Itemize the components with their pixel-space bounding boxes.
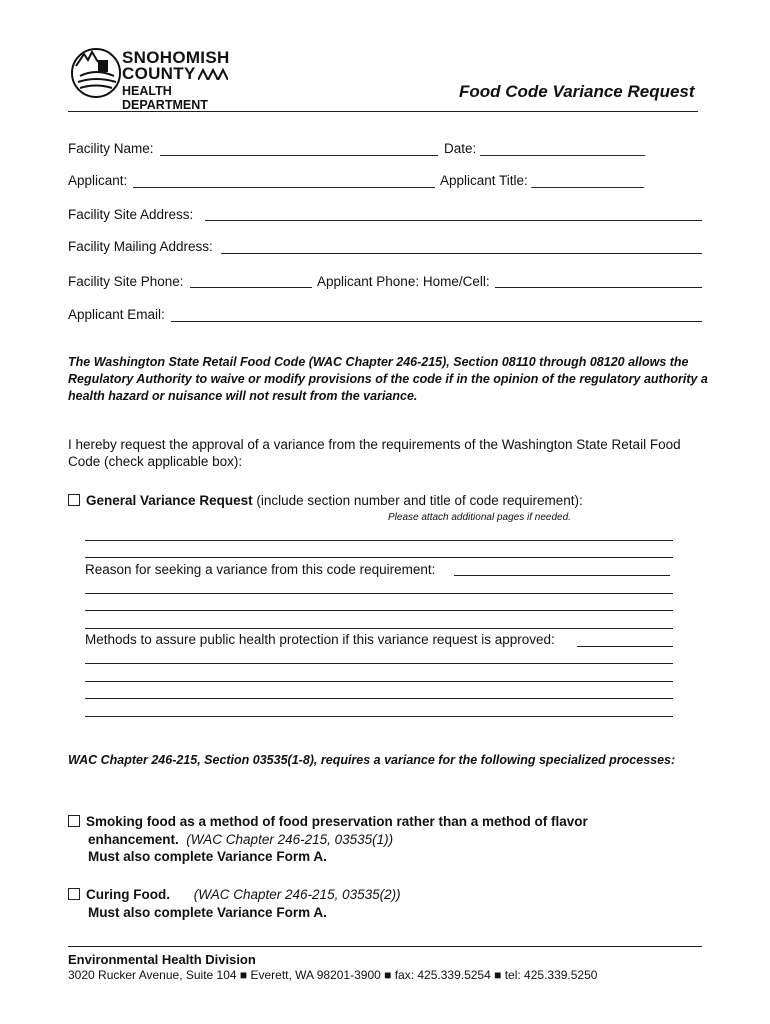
general-line-2[interactable] [85, 557, 673, 558]
reason-line-3[interactable] [85, 628, 673, 629]
applicant-phone-field[interactable] [495, 287, 702, 288]
logo-line3: HEALTH DEPARTMENT [122, 84, 208, 112]
facility-name-field[interactable] [160, 155, 438, 156]
applicant-field[interactable] [133, 187, 435, 188]
general-line-1[interactable] [85, 540, 673, 541]
methods-field[interactable] [577, 646, 673, 647]
curing-checkbox[interactable] [68, 888, 80, 900]
attach-note: Please attach additional pages if needed. [388, 512, 571, 523]
applicant-label: Applicant: [68, 173, 128, 188]
specialized-heading: WAC Chapter 246-215, Section 03535(1-8), requires a variance for the following specialized processes: [68, 753, 676, 767]
general-variance-checkbox[interactable] [68, 494, 80, 506]
footer-address: 3020 Rucker Avenue, Suite 104 ■ Everett, WA 98201-3900 ■ fax: 425.339.5254 ■ tel: 425.339.5250 [68, 968, 598, 982]
methods-line-3[interactable] [85, 698, 673, 699]
site-phone-field[interactable] [190, 287, 312, 288]
regulation-notice: The Washington State Retail Food Code (WAC Chapter 246-215), Section 08110 through 08120 allows the Regulatory Authority to waive or modify provisions of the code if in the opinion of the regulatory authority a health hazard or nuisance will not result from the variance. [68, 355, 708, 403]
facility-name-label: Facility Name: [68, 141, 154, 156]
general-variance-detail: (include section number and title of code requirement): [256, 493, 583, 508]
footer-rule [68, 946, 702, 947]
title-rule [68, 111, 698, 112]
smoking-option[interactable] [68, 814, 588, 829]
mountains-icon [198, 68, 228, 80]
logo-line2: COUNTY [122, 64, 196, 83]
applicant-title-label: Applicant Title: _______________ [440, 173, 645, 188]
applicant-email-field[interactable] [171, 321, 702, 322]
smoking-checkbox[interactable] [68, 815, 80, 827]
methods-label: Methods to assure public health protection if this variance request is approved: [85, 632, 555, 647]
curing-form-note: Must also complete Variance Form A. [88, 905, 327, 920]
site-address-label: Facility Site Address: [68, 207, 194, 222]
logo-line1: SNOHOMISH [122, 48, 230, 67]
curing-title: Curing Food. [86, 887, 170, 902]
date-label: Date: ______________________ [444, 141, 646, 156]
applicant-email-label: Applicant Email: [68, 307, 165, 322]
reason-line-1[interactable] [85, 593, 673, 594]
reason-field[interactable] [454, 575, 670, 576]
reason-line-2[interactable] [85, 610, 673, 611]
curing-option[interactable] [68, 887, 401, 902]
page-title: Food Code Variance Request [459, 82, 695, 101]
reason-label: Reason for seeking a variance from this code requirement: [85, 562, 436, 577]
mailing-address-field[interactable] [221, 253, 702, 254]
footer-division: Environmental Health Division [68, 952, 256, 967]
smoking-form-note: Must also complete Variance Form A. [88, 849, 327, 864]
county-logo [70, 46, 240, 112]
general-variance-option[interactable] [68, 493, 583, 508]
methods-line-1[interactable] [85, 663, 673, 664]
applicant-phone-label: Applicant Phone: Home/Cell: [317, 274, 490, 289]
mailing-address-label: Facility Mailing Address: [68, 239, 213, 254]
site-phone-label: Facility Site Phone: [68, 274, 184, 289]
smoking-line2-bold: enhancement. [88, 832, 179, 847]
methods-line-2[interactable] [85, 681, 673, 682]
site-address-field[interactable] [205, 220, 702, 221]
county-seal-icon [70, 46, 122, 100]
methods-line-4[interactable] [85, 716, 673, 717]
request-statement: I hereby request the approval of a variance from the requirements of the Washington State Retail Food Code (check applicable box): [68, 437, 681, 469]
smoking-ref: (WAC Chapter 246-215, 03535(1)) [186, 832, 394, 847]
smoking-line1: Smoking food as a method of food preservation rather than a method of flavor [86, 814, 588, 829]
smoking-line2 [88, 832, 393, 847]
general-variance-title: General Variance Request [86, 493, 253, 508]
curing-ref: (WAC Chapter 246-215, 03535(2)) [193, 887, 401, 902]
